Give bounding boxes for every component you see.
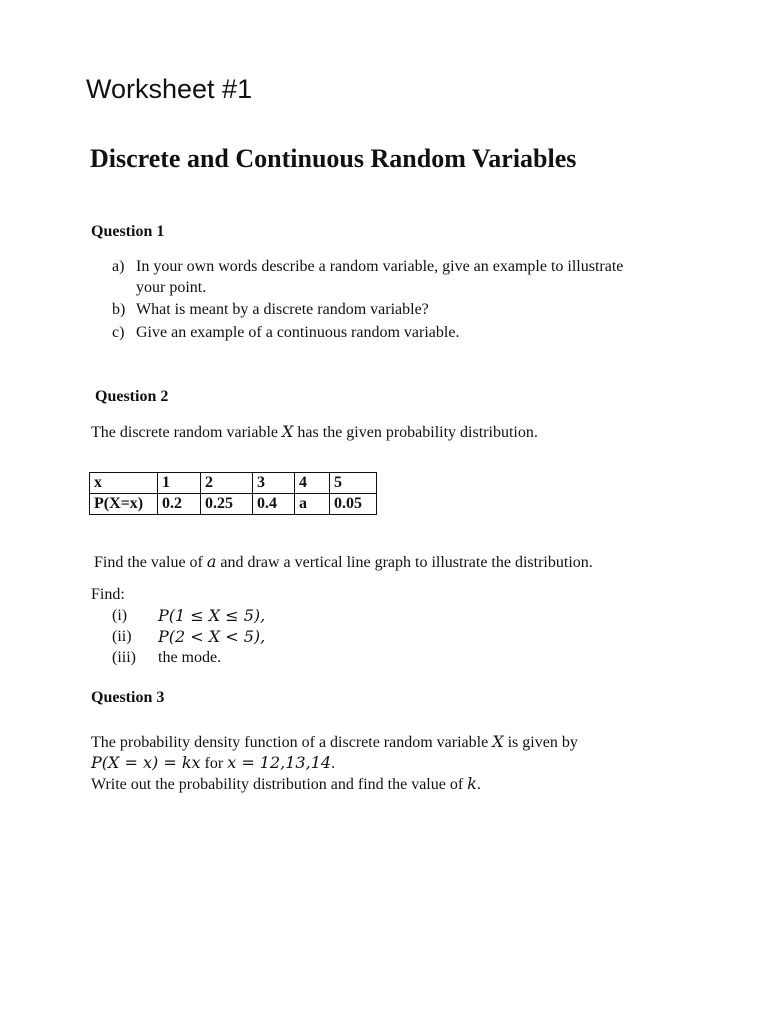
table-cell: a — [295, 494, 330, 515]
item-text: In your own words describe a random variable, give an example to illustrate — [136, 258, 624, 275]
find-text-end: and draw a vertical line graph to illustrate the distribution. — [216, 554, 593, 571]
find-text: Find the value of — [94, 554, 207, 571]
question-2-find-label: Find: — [91, 586, 125, 603]
table-cell: 3 — [253, 473, 295, 494]
item-marker: c) — [112, 324, 125, 341]
pdf-expression: P(X = x) = kx — [91, 753, 201, 772]
variable-a: a — [206, 552, 217, 571]
question-1-item-a-continuation: your point. — [136, 279, 207, 296]
table-cell: 0.25 — [201, 494, 253, 515]
question-2-part-ii — [112, 626, 265, 647]
table-cell: x — [90, 473, 158, 494]
part-expression: P(2 < X < 5), — [158, 627, 266, 646]
table-cell: 1 — [158, 473, 201, 494]
part-marker: (i) — [112, 607, 128, 624]
part-marker: (ii) — [112, 628, 132, 645]
question-3-line-3 — [91, 773, 481, 795]
table-cell: 0.05 — [330, 494, 377, 515]
item-text: What is meant by a discrete random variable? — [136, 301, 429, 318]
question-1-heading: Question 1 — [91, 223, 165, 240]
item-marker: b) — [112, 301, 126, 318]
q3-period: . — [331, 755, 336, 772]
intro-text-end: has the given probability distribution. — [293, 424, 538, 441]
table-cell: 4 — [295, 473, 330, 494]
question-3-line-1 — [91, 731, 578, 753]
question-2-heading: Question 2 — [95, 388, 169, 405]
part-expression: P(1 ≤ X ≤ 5), — [158, 606, 266, 625]
table-cell: 5 — [330, 473, 377, 494]
q3-text: The probability density function of a discrete random variable — [91, 734, 493, 751]
question-3-line-2 — [91, 752, 335, 774]
table-cell: P(X=x) — [90, 494, 158, 515]
question-2-find-value-line — [94, 551, 593, 573]
x-values-expression: x = 12,13,14 — [227, 753, 332, 772]
table-cell: 0.2 — [158, 494, 201, 515]
question-3-heading: Question 3 — [91, 689, 165, 706]
document-title: Discrete and Continuous Random Variables — [90, 144, 577, 173]
table-row-values — [90, 473, 377, 494]
intro-text: The discrete random variable — [91, 424, 283, 441]
item-text: Give an example of a continuous random variable. — [136, 324, 460, 341]
question-1-item-a — [112, 256, 623, 277]
q3-text: Write out the probability distribution and find the value of — [91, 776, 468, 793]
variable-x: X — [282, 422, 294, 441]
question-1-item-b — [112, 299, 429, 320]
table-cell: 2 — [201, 473, 253, 494]
q3-connector: for — [200, 755, 228, 772]
part-marker: (iii) — [112, 649, 136, 666]
q3-text-end: is given by — [503, 734, 578, 751]
part-text: the mode. — [158, 649, 222, 666]
probability-distribution-table — [89, 472, 377, 515]
question-2-part-iii — [112, 647, 221, 668]
question-2-intro — [91, 421, 538, 443]
variable-x: X — [492, 732, 504, 751]
item-marker: a) — [112, 258, 125, 275]
table-row-probabilities — [90, 494, 377, 515]
q3-period: . — [476, 776, 481, 793]
question-1-item-c — [112, 322, 459, 343]
worksheet-title: Worksheet #1 — [86, 74, 253, 104]
variable-k: k — [467, 774, 477, 793]
table-cell: 0.4 — [253, 494, 295, 515]
question-2-part-i — [112, 605, 265, 626]
